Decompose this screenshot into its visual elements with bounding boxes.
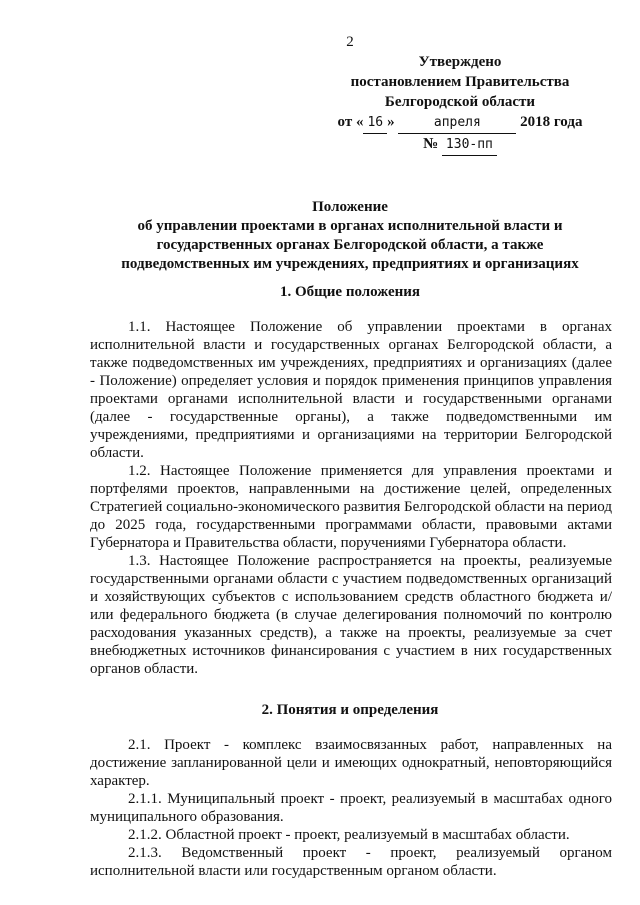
paragraph-1-2: 1.2. Настоящее Положение применяется для управления проектами и портфелями проектов, направленными на достижение целей, определенных Стратегией социально-экономического развития Белгородской области на период до 2025 года, государственными программами области, правовыми актами Губернатора и Правительства области, поручениями Губернатора области. (90, 463, 612, 551)
title-line-2: об управлении проектами в органах исполнительной власти и (137, 218, 563, 234)
title-line-1: Положение (312, 199, 388, 215)
date-month: апреля (398, 113, 516, 134)
section-general-body (90, 318, 612, 678)
paragraph-2-1: 2.1. Проект - комплекс взаимосвязанных работ, направленных на достижение запланированной цели и имеющих однократный, неповторяющийся характер. (90, 737, 612, 789)
section-heading-general: 1. Общие положения (279, 284, 421, 300)
page-number: 2 (346, 34, 354, 50)
date-prefix: от « (337, 114, 364, 130)
approval-line-region: Белгородской области (384, 94, 536, 110)
section-definitions-body (90, 736, 612, 880)
date-day: 16 (363, 113, 387, 134)
date-mid: » (387, 114, 395, 130)
document-title (80, 198, 620, 274)
paragraph-2-1-3: 2.1.3. Ведомственный проект - проект, реализуемый органом исполнительной власти или государственным органом области. (90, 845, 612, 879)
approval-date-line (300, 112, 620, 134)
approval-line-approved: Утверждено (418, 54, 502, 70)
date-year: 2018 года (520, 114, 583, 130)
title-line-3: государственных органах Белгородской области, а также (156, 237, 544, 253)
number-prefix: № (423, 136, 439, 152)
title-line-4: подведомственных им учреждениях, предприятиях и организациях (121, 256, 579, 272)
number-value: 130-пп (442, 135, 497, 156)
section-heading-definitions: 2. Понятия и определения (261, 702, 439, 718)
paragraph-2-1-1: 2.1.1. Муниципальный проект - проект, реализуемый в масштабах одного муниципального образования. (90, 791, 612, 825)
approval-number-line (300, 134, 620, 156)
paragraph-2-1-2: 2.1.2. Областной проект - проект, реализуемый в масштабах области. (128, 827, 570, 843)
paragraph-1-1: 1.1. Настоящее Положение об управлении проектами в органах исполнительной власти и государственных органах Белгородской области, а также подведомственных им учреждениях, предприятиях и организациях (далее - Положение) определяет условия и порядок применения принципов управления проектами органами исполнительной власти и государственными органами (далее - государственные органы), а также подведомственными им учреждениями, предприятиями и организациями на территории Белгородской области. (90, 319, 612, 461)
approval-stamp (300, 52, 620, 156)
paragraph-1-3: 1.3. Настоящее Положение распространяется на проекты, реализуемые государственными органами области с участием подведомственных организаций и хозяйствующих субъектов с использованием средств областного бюджета и/или федерального бюджета (в случае делегирования полномочий по контролю расходования указанных средств), а также на проекты, реализуемые за счет внебюджетных источников финансирования с участием в них государственных органов области. (90, 553, 612, 677)
approval-line-resolution: постановлением Правительства (350, 74, 570, 90)
